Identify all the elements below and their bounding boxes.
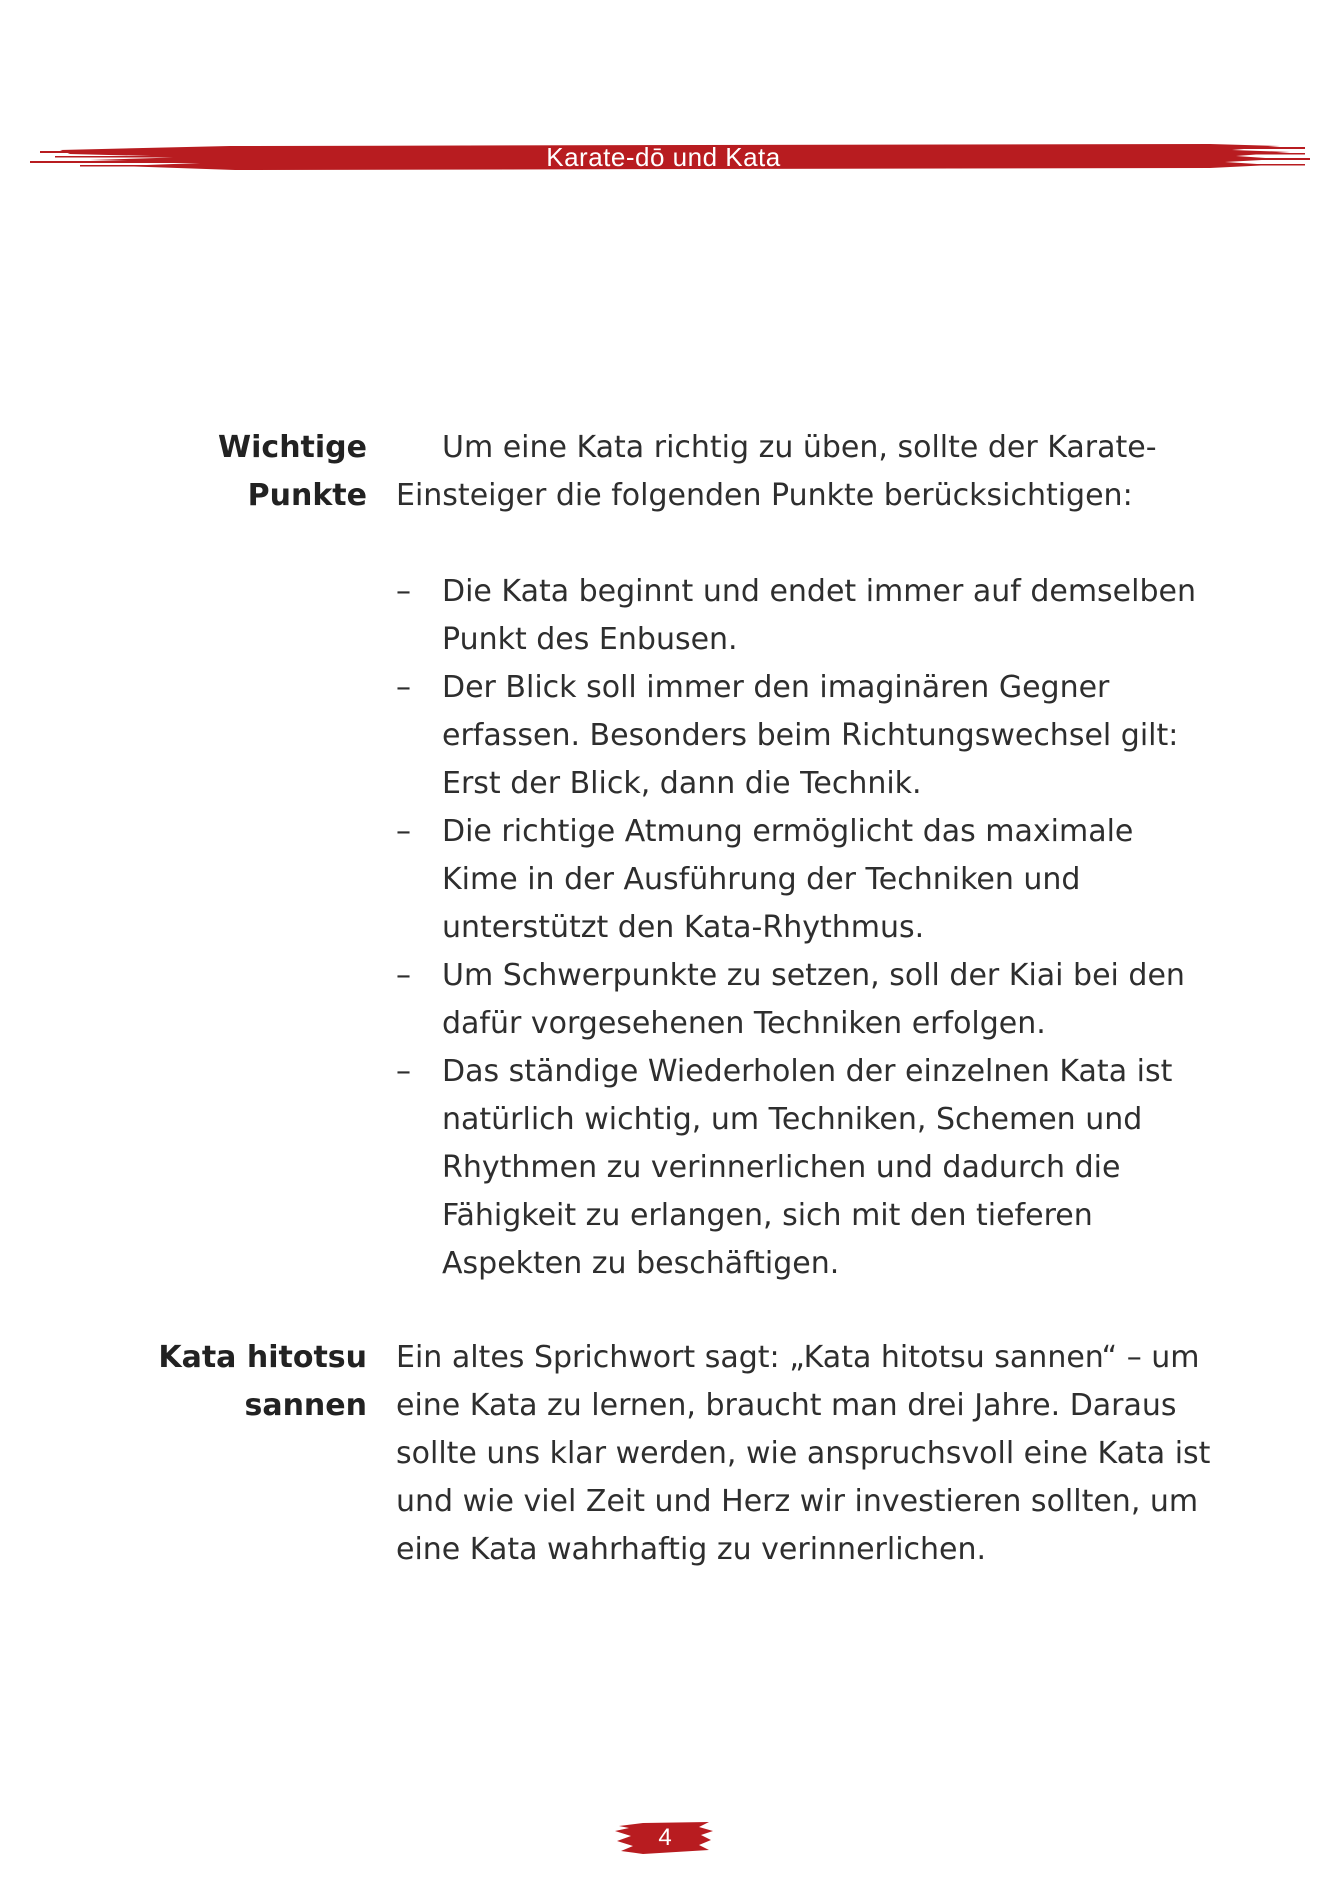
page-number: 4: [658, 1824, 672, 1851]
side-heading-wichtige-punkte: [218, 424, 367, 520]
list-item-text: Das ständige Wiederholen der einzelnen Kata ist natürlich wichtig, um Techniken, Schemen und Rhythmen zu verinnerlichen und dadurch die Fähigkeit zu erlangen, sich mit den tieferen Aspekten zu beschäftigen.: [442, 1054, 1173, 1281]
page-number-badge: [613, 1818, 717, 1858]
list-item-text: Die Kata beginnt und endet immer auf demselben Punkt des Enbusen.: [442, 574, 1196, 657]
list-item-text: Der Blick soll immer den imaginären Gegner erfassen. Besonders beim Richtungswechsel gilt: Erst der Blick, dann die Technik.: [442, 670, 1179, 801]
side-heading-line: sannen: [244, 1388, 367, 1423]
list-item: [396, 808, 1216, 952]
side-heading-line: Punkte: [247, 478, 367, 513]
dash-marker: –: [396, 1054, 411, 1089]
dash-marker: –: [396, 814, 411, 849]
list-item: [396, 664, 1216, 808]
side-heading-line: Kata hitotsu: [158, 1340, 367, 1375]
intro-paragraph: Um eine Kata richtig zu üben, sollte der Karate-Einsteiger die folgenden Punkte berücksichtigen:: [396, 430, 1157, 513]
list-item-text: Die richtige Atmung ermöglicht das maximale Kime in der Ausführung der Techniken und unterstützt den Kata-Rhythmus.: [442, 814, 1134, 945]
list-item-text: Um Schwerpunkte zu setzen, soll der Kiai bei den dafür vorgesehenen Techniken erfolgen.: [442, 958, 1185, 1041]
side-heading-line: Wichtige: [218, 430, 367, 465]
key-points-list: [396, 568, 1216, 1288]
sannen-paragraph: Ein altes Sprichwort sagt: „Kata hitotsu sannen“ – um eine Kata zu lernen, braucht man drei Jahre. Daraus sollte uns klar werden, wie anspruchsvoll eine Kata ist und wie viel Zeit und Herz wir investieren sollten, um eine Kata wahrhaftig zu verinnerlichen.: [396, 1340, 1211, 1567]
list-item: [396, 952, 1216, 1048]
dash-marker: –: [396, 670, 411, 705]
side-heading-kata-hitotsu-sannen: [158, 1334, 367, 1430]
list-item: [396, 1048, 1216, 1288]
list-item: [396, 568, 1216, 664]
running-header-title: Karate-dō und Kata: [546, 142, 781, 172]
dash-marker: –: [396, 574, 411, 609]
dash-marker: –: [396, 958, 411, 993]
